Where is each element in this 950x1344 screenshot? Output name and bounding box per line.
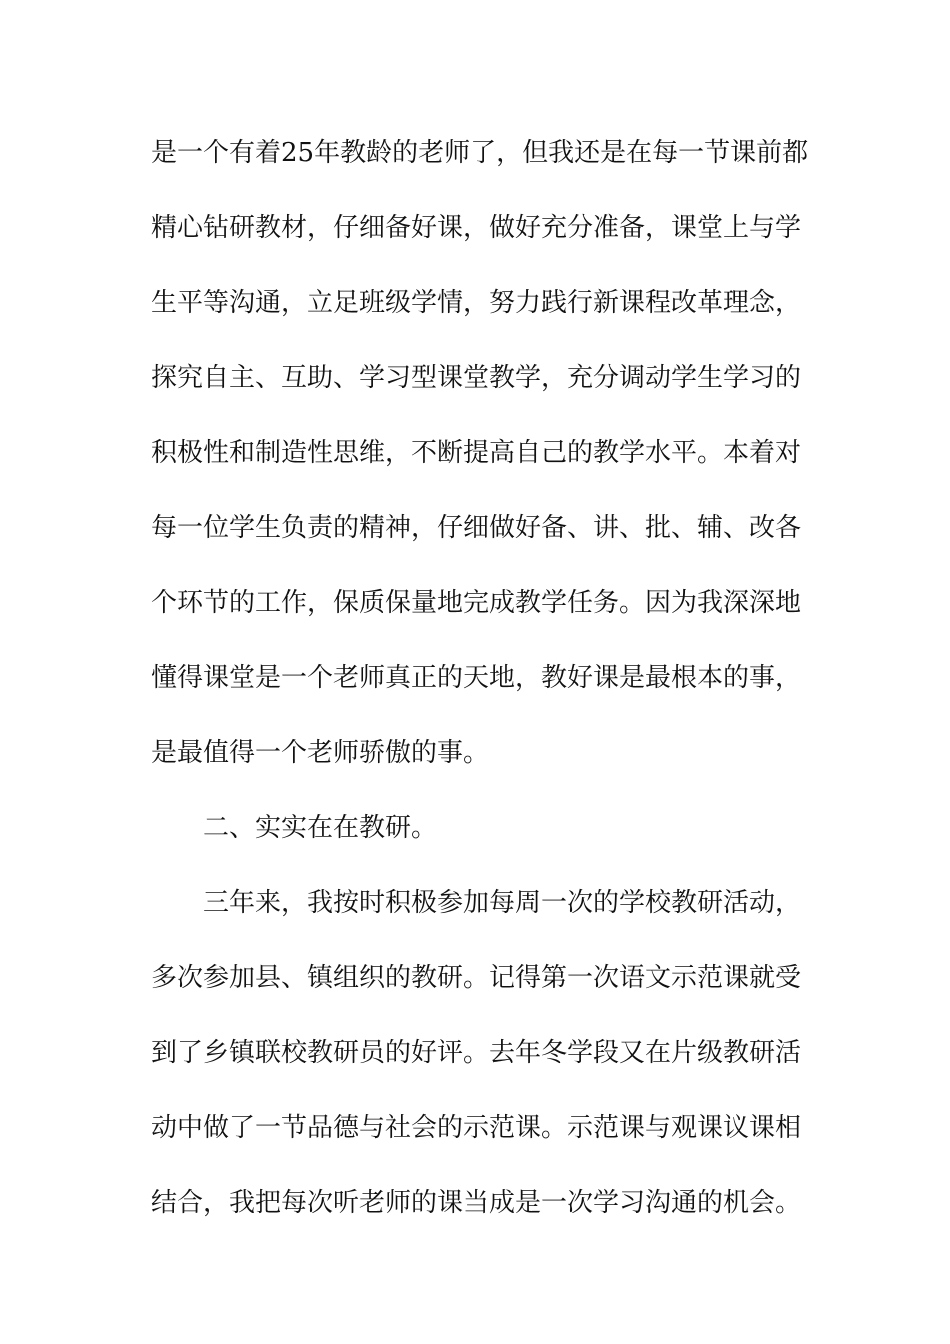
text-line: 是最值得一个老师骄傲的事。 (151, 738, 490, 768)
body-text (151, 128, 811, 1253)
text-line: 精心钻研教材，仔细备好课，做好充分准备，课堂上与学 (151, 213, 802, 243)
text-line: 多次参加县、镇组织的教研。记得第一次语文示范课就受 (151, 963, 802, 993)
section-heading: 二、实实在在教研。 (203, 813, 438, 843)
text-line: 积极性和制造性思维，不断提高自己的教学水平。本着对 (151, 438, 802, 468)
text-line: 懂得课堂是一个老师真正的天地，教好课是最根本的事， (151, 663, 802, 693)
text-line: 三年来，我按时积极参加每周一次的学校教研活动， (203, 888, 802, 918)
text-line: 个环节的工作，保质保量地完成教学任务。因为我深深地 (151, 588, 802, 618)
text-line: 每一位学生负责的精神，仔细做好备、讲、批、辅、改各 (151, 513, 802, 543)
text-line: 到了乡镇联校教研员的好评。去年冬学段又在片级教研活 (151, 1038, 802, 1068)
text-line: 生平等沟通，立足班级学情，努力践行新课程改革理念， (151, 288, 802, 318)
text-line: 动中做了一节品德与社会的示范课。示范课与观课议课相 (151, 1113, 802, 1143)
text-line: 是一个有着25年教龄的老师了，但我还是在每一节课前都 (151, 138, 809, 168)
text-line: 结合，我把每次听老师的课当成是一次学习沟通的机会。 (151, 1188, 802, 1218)
text-line: 探究自主、互助、学习型课堂教学，充分调动学生学习的 (151, 363, 802, 393)
